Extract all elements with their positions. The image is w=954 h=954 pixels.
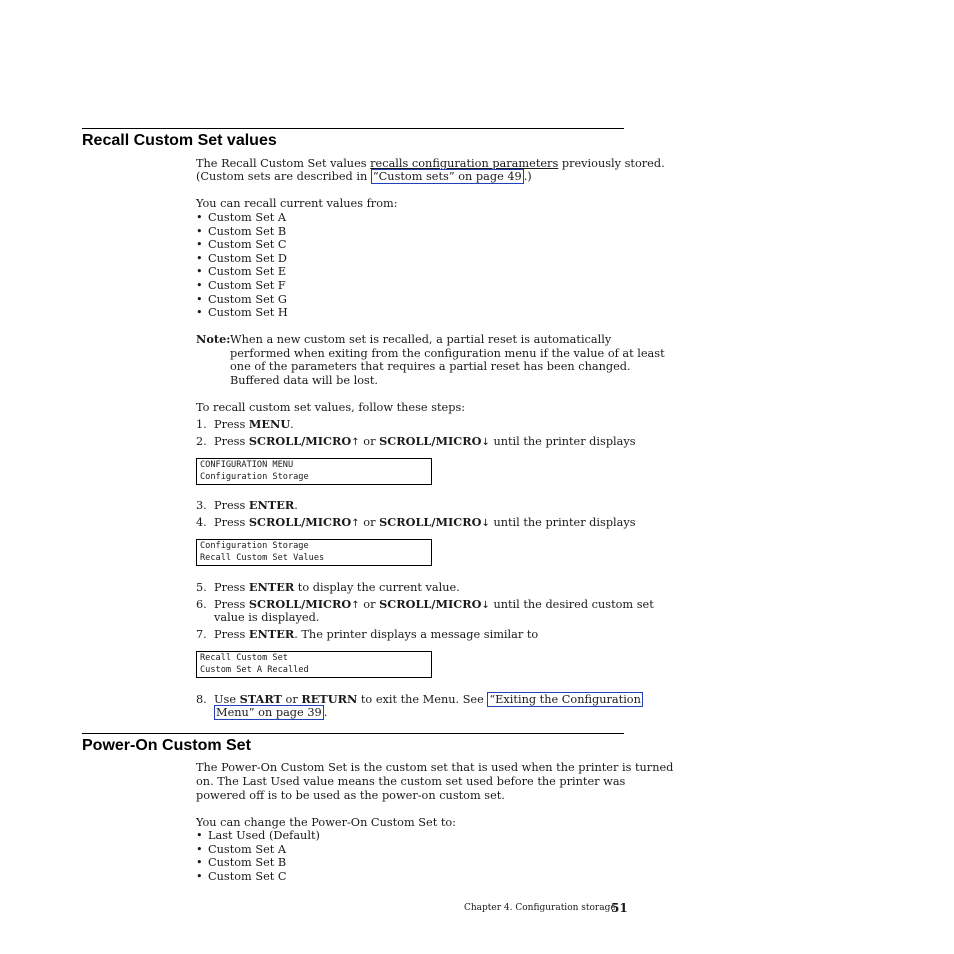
note-line-2: performed when exiting from the configuration menu if the value of at least xyxy=(230,347,665,360)
step-6-line-2: value is displayed. xyxy=(214,611,320,624)
display-box-3: Recall Custom Set Custom Set A Recalled xyxy=(196,651,432,678)
section-rule-1 xyxy=(82,128,624,129)
list-item: Custom Set H xyxy=(208,306,288,320)
bullet-icon: • xyxy=(196,224,203,238)
step-2: Press SCROLL/MICRO↑ or SCROLL/MICRO↓ until the printer displays xyxy=(214,434,636,448)
bullet-icon: • xyxy=(196,856,203,870)
section-rule-2 xyxy=(82,733,624,734)
bullet-icon: • xyxy=(196,211,203,224)
bullet-icon: • xyxy=(196,265,203,279)
display-box-1: CONFIGURATION MENU Configuration Storage xyxy=(196,458,432,485)
page-number: 51 xyxy=(611,901,628,915)
list-item: Custom Set C xyxy=(208,869,287,883)
footer-chapter: Chapter 4. Configuration storage xyxy=(464,903,616,913)
arrow-up-icon: ↑ xyxy=(351,518,360,529)
step-number: 8. xyxy=(196,693,207,706)
recall-from-text: You can recall current values from: xyxy=(196,197,398,210)
step-6: Press SCROLL/MICRO↑ or SCROLL/MICRO↓ until the desired custom set xyxy=(214,597,654,611)
list-item: Custom Set B xyxy=(208,856,287,870)
underlined-text: recalls configuration parameters xyxy=(370,157,559,170)
power-on-line-1: The Power-On Custom Set is the custom set that is used when the printer is turned xyxy=(196,761,674,774)
arrow-down-icon: ↓ xyxy=(481,518,490,529)
power-on-line-2: on. The Last Used value means the custom set used before the printer was xyxy=(196,775,626,788)
step-1: Press MENU. xyxy=(214,417,294,431)
step-number: 3. xyxy=(196,499,207,512)
step-number: 5. xyxy=(196,581,207,594)
step-7: Press ENTER. The printer displays a message similar to xyxy=(214,627,539,641)
note-line-1: When a new custom set is recalled, a partial reset is automatically xyxy=(230,333,612,346)
step-number: 1. xyxy=(196,418,207,431)
exiting-config-link[interactable]: “Exiting the Configuration xyxy=(489,693,641,706)
list-item: Custom Set E xyxy=(208,265,287,279)
step-8-line-2: Menu” on page 39 . xyxy=(216,706,328,719)
step-number: 7. xyxy=(196,628,207,641)
arrow-up-icon: ↑ xyxy=(351,600,360,611)
step-3: Press ENTER. xyxy=(214,498,298,512)
power-on-line-3: powered off is to be used as the power-on custom set. xyxy=(196,789,505,802)
bullet-icon: • xyxy=(196,842,203,856)
note-line-4: Buffered data will be lost. xyxy=(230,374,378,387)
step-4: Press SCROLL/MICRO↑ or SCROLL/MICRO↓ until the printer displays xyxy=(214,515,636,529)
change-to-text: You can change the Power-On Custom Set to: xyxy=(196,816,456,829)
bullet-icon: • xyxy=(196,869,203,883)
bullet-icon: • xyxy=(196,292,203,306)
step-5: Press ENTER to display the current value. xyxy=(214,580,460,594)
display-box-2: Configuration Storage Recall Custom Set Values xyxy=(196,539,432,566)
step-8: Use START or RETURN to exit the Menu. See “Exiting the Configuration xyxy=(214,692,641,706)
list-item: Custom Set D xyxy=(208,251,287,265)
bullet-icon: • xyxy=(196,829,203,842)
list-item: Custom Set A xyxy=(208,211,287,224)
note-label: Note: xyxy=(196,332,231,346)
list-item: Custom Set F xyxy=(208,279,286,292)
intro-line-2: (Custom sets are described in “Custom sets” on page 49 .) xyxy=(196,170,532,183)
bullet-icon: • xyxy=(196,251,203,265)
list-item: Custom Set G xyxy=(208,292,287,306)
bullet-icon: • xyxy=(196,279,203,292)
list-item: Custom Set A xyxy=(208,842,287,856)
section-title-power-on: Power-On Custom Set xyxy=(82,737,251,754)
step-number: 4. xyxy=(196,516,207,529)
list-item: Custom Set B xyxy=(208,224,287,238)
exiting-config-link-cont[interactable]: Menu” on page 39 xyxy=(216,706,322,719)
step-number: 2. xyxy=(196,435,207,448)
custom-sets-link[interactable]: “Custom sets” on page 49 xyxy=(372,170,522,183)
step-number: 6. xyxy=(196,598,207,611)
note-line-3: one of the parameters that requires a partial reset has been changed. xyxy=(230,360,631,373)
bullet-icon: • xyxy=(196,306,203,320)
list-item: Custom Set C xyxy=(208,238,287,252)
bullet-icon: • xyxy=(196,238,203,252)
intro-line-1: The Recall Custom Set values recalls configuration parameters previously stored. xyxy=(196,157,665,170)
section-title-recall: Recall Custom Set values xyxy=(82,132,277,149)
arrow-up-icon: ↑ xyxy=(351,437,360,448)
list-item: Last Used (Default) xyxy=(208,829,320,842)
steps-intro: To recall custom set values, follow these steps: xyxy=(196,401,466,414)
arrow-down-icon: ↓ xyxy=(481,600,490,611)
arrow-down-icon: ↓ xyxy=(481,437,490,448)
